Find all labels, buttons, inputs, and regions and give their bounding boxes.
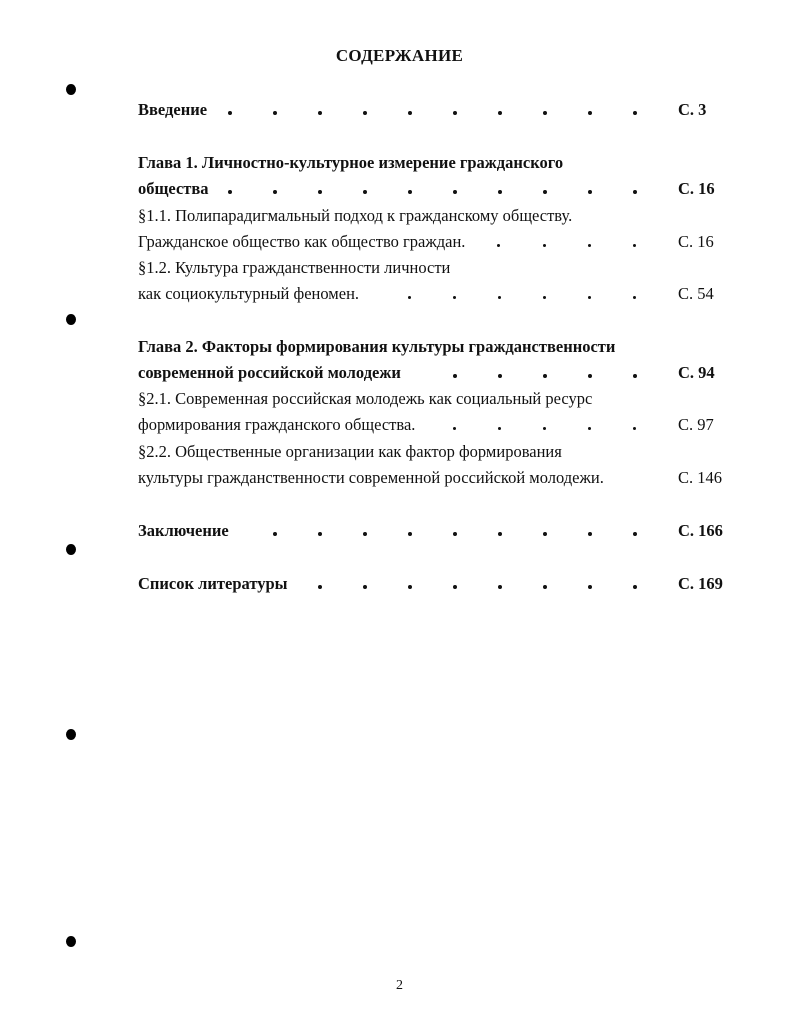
toc-page-number: С. 3 xyxy=(678,100,707,119)
toc-entry-text: культуры гражданственности современной российской молодежи. xyxy=(138,468,604,487)
toc-entry-text: как социокультурный феномен. xyxy=(138,284,360,303)
toc-entry-text: §2.1. Современная российская молодежь как социальный ресурс xyxy=(138,389,593,408)
toc-entry-text: общества xyxy=(138,179,209,198)
toc-entry-text: Гражданское общество как общество граждан. xyxy=(138,232,466,251)
binder-hole xyxy=(66,314,76,325)
toc-entry-text: современной российской молодежи xyxy=(138,363,401,382)
toc-entry-text: Введение xyxy=(138,100,208,119)
binder-hole xyxy=(66,936,76,947)
toc-page-number: С. 166 xyxy=(678,521,723,540)
toc-entry-text: Глава 1. Личностно-культурное измерение гражданского xyxy=(138,153,564,172)
toc-page-number: С. 16 xyxy=(678,179,715,198)
page-title: СОДЕРЖАНИЕ xyxy=(335,46,464,65)
toc-page-number: С. 16 xyxy=(678,232,714,251)
binder-hole xyxy=(66,544,76,555)
toc-entry-text: формирования гражданского общества. xyxy=(138,415,416,434)
page-number: 2 xyxy=(396,978,403,993)
toc-entry-text: §1.1. Полипарадигмальный подход к гражданскому обществу. xyxy=(138,206,573,225)
toc-entry-text: §2.2. Общественные организации как фактор формирования xyxy=(138,442,562,461)
toc-page-number: С. 54 xyxy=(678,284,714,303)
toc-entry-text: Список литературы xyxy=(138,574,288,593)
toc-page-number: С. 94 xyxy=(678,363,715,382)
toc-page-number: С. 97 xyxy=(678,415,714,434)
toc-page-number: С. 169 xyxy=(678,574,723,593)
toc-page-number: С. 146 xyxy=(678,468,723,487)
toc-entry-text: Заключение xyxy=(138,521,229,540)
binder-hole xyxy=(66,84,76,95)
toc-entry-text: §1.2. Культура гражданственности личности xyxy=(138,258,451,277)
binder-hole xyxy=(66,729,76,740)
toc-entry-text: Глава 2. Факторы формирования культуры гражданственности xyxy=(138,337,616,356)
